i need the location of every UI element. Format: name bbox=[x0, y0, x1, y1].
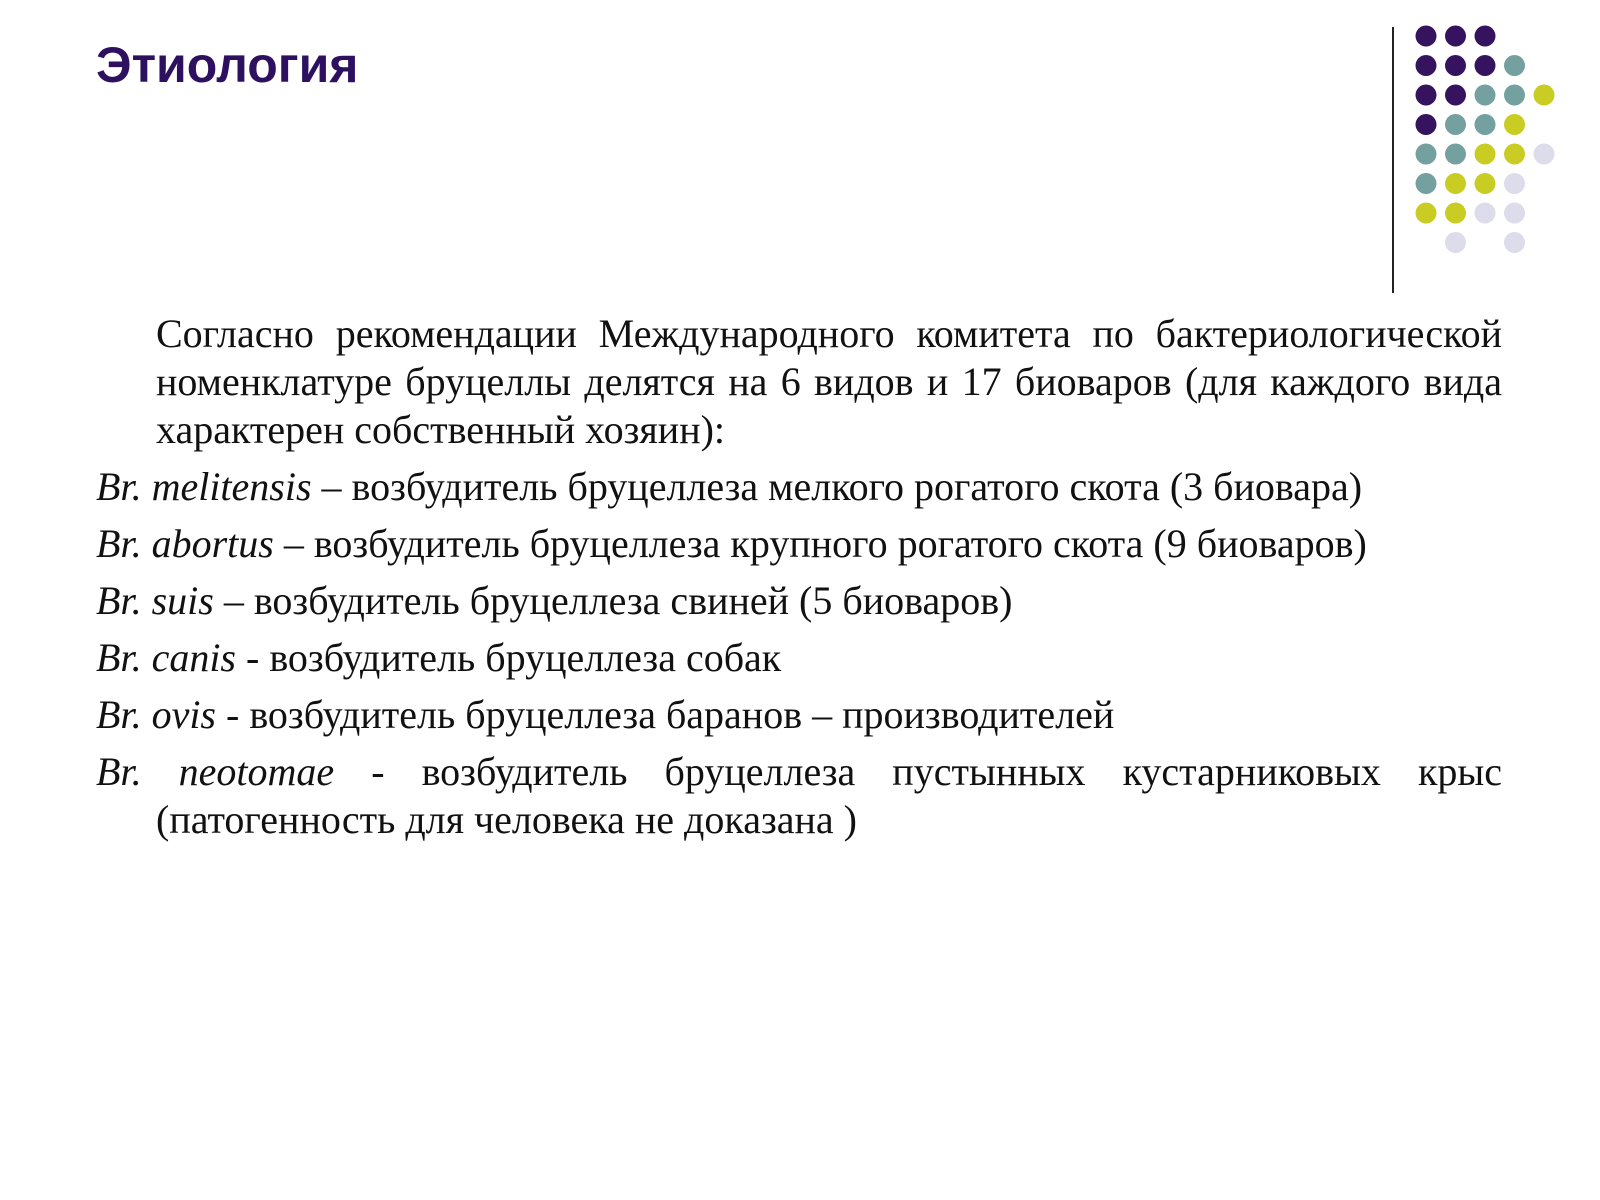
decorative-dot bbox=[1504, 144, 1525, 165]
species-description: – возбудитель бруцеллеза крупного рогатого скота (9 биоваров) bbox=[273, 521, 1367, 566]
decorative-dot-grid bbox=[1414, 24, 1574, 264]
decorative-dot bbox=[1416, 85, 1437, 106]
decorative-dot bbox=[1416, 173, 1437, 194]
decorative-dot bbox=[1475, 114, 1496, 135]
species-name: Br. canis bbox=[96, 635, 236, 680]
decorative-dot bbox=[1416, 26, 1437, 47]
species-item-canis bbox=[96, 634, 1502, 682]
species-name: Br. melitensis bbox=[96, 464, 312, 509]
species-description: - возбудитель бруцеллеза пустынных кустарниковых крыс (патогенность для человека не доказана ) bbox=[156, 749, 1503, 842]
decorative-dot bbox=[1475, 144, 1496, 165]
decorative-dot bbox=[1504, 203, 1525, 224]
decorative-dot bbox=[1534, 144, 1555, 165]
decorative-dot bbox=[1534, 85, 1555, 106]
species-description: - возбудитель бруцеллеза баранов – производителей bbox=[216, 692, 1115, 737]
decorative-dot bbox=[1445, 85, 1466, 106]
decorative-dot bbox=[1445, 26, 1466, 47]
species-description: – возбудитель бруцеллеза свиней (5 биоваров) bbox=[213, 578, 1013, 623]
species-name: Br. neotomae bbox=[96, 749, 335, 794]
decorative-dot bbox=[1475, 203, 1496, 224]
species-item-neotomae bbox=[96, 748, 1502, 844]
species-item-suis bbox=[96, 577, 1502, 625]
species-item-melitensis bbox=[96, 463, 1502, 511]
decorative-dot bbox=[1504, 85, 1525, 106]
decorative-dot bbox=[1504, 232, 1525, 253]
species-description: – возбудитель бруцеллеза мелкого рогатого скота (3 биовара) bbox=[311, 464, 1363, 509]
intro-paragraph: Согласно рекомендации Международного комитета по бактериологической номенклатуре бруцеллы делятся на 6 видов и 17 биоваров (для каждого вида характерен собственный хозяин): bbox=[156, 311, 1502, 452]
decorative-dot bbox=[1504, 173, 1525, 194]
vertical-divider bbox=[1392, 27, 1394, 293]
decorative-dot bbox=[1445, 232, 1466, 253]
species-name: Br. ovis bbox=[96, 692, 216, 737]
species-name: Br. abortus bbox=[96, 521, 274, 566]
decorative-dot bbox=[1445, 114, 1466, 135]
slide-title: Этиология bbox=[96, 37, 359, 93]
species-name: Br. suis bbox=[96, 578, 214, 623]
decorative-dot bbox=[1504, 114, 1525, 135]
decorative-dot bbox=[1445, 55, 1466, 76]
decorative-dot bbox=[1475, 26, 1496, 47]
decorative-dot bbox=[1445, 144, 1466, 165]
decorative-dot bbox=[1416, 55, 1437, 76]
species-item-ovis bbox=[96, 691, 1502, 739]
decorative-dot bbox=[1475, 173, 1496, 194]
decorative-dot bbox=[1475, 85, 1496, 106]
decorative-dot bbox=[1416, 144, 1437, 165]
decorative-dot bbox=[1445, 173, 1466, 194]
decorative-dot bbox=[1475, 55, 1496, 76]
species-item-abortus bbox=[96, 520, 1502, 568]
decorative-dot bbox=[1504, 55, 1525, 76]
decorative-dot bbox=[1445, 203, 1466, 224]
decorative-dot bbox=[1416, 114, 1437, 135]
decorative-dot bbox=[1416, 203, 1437, 224]
slide-body bbox=[96, 310, 1502, 853]
species-description: - возбудитель бруцеллеза собак bbox=[236, 635, 782, 680]
